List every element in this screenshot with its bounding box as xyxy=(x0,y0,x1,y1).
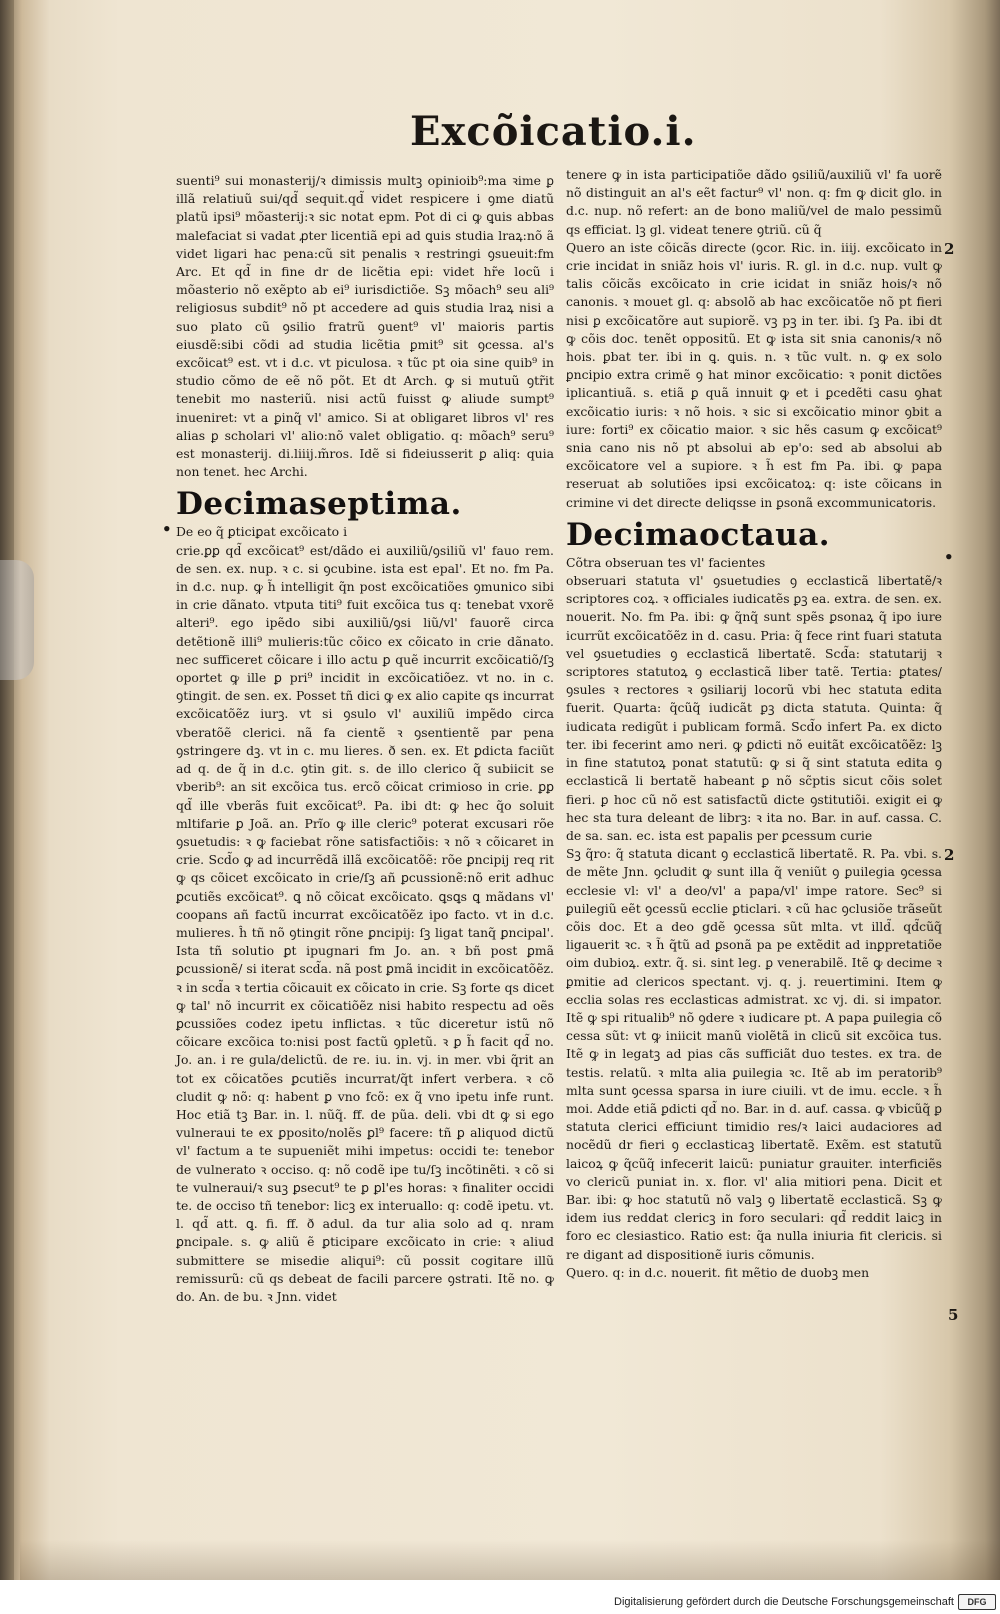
section-decimaseptima xyxy=(176,487,554,1306)
right-opening-text: tenere ꝙ in ista participatiõe dãdo ꝯsiliũ/auxiliũ vl' fa uorẽ nõ distinguit an al's eẽt factur⁹ vl' non. q: fm ꝙ dicit glo. in d.c. nup. nõ refert: an de bono maliũ/vel de malo pessimũ qs efficiat. lꝫ gl. videat tenere ꝯtriũ. cũ q̃ xyxy=(566,167,942,237)
dfg-logo: DFG xyxy=(958,1594,996,1610)
section-title-decimaseptima: Decimaseptima. xyxy=(176,486,462,523)
running-head: Excõicatio.i. xyxy=(410,108,697,155)
paragraph-sz-quero: Sꝫ q̃ro: q̃ statuta dicant ꝯ ecclasticã libertatẽ. R. Pa. vbi. s. de mẽte Jnn. ꝯcludit ꝙ sunt illa q̃ veniũt ꝯ ꝑuilegia ꝯcessa ecclesie vl: vl' a deo/vl' a papa/vl' impe ratore. Sec⁹ si ꝑuilegiũ eẽt ꝯcessũ ecclie ꝑticlari. ꝛ cũ hac ꝯclusiõe trãseũt cõis doc. Et a deo gdẽ ꝯcessa sũt mlta. vt illd̃. qd̃cũq̃ ligauerit ꝛc. ꝛ h̃ q̃tũ ad ꝑsonã pa pe extẽdit ad inꝑpretatiõe oim dubioꝝ. extr. q̃. si. sint leg. ꝑ venerabilẽ. Itẽ ꝙ decime ꝛ ꝑmitie ad clericos spectant. vj. q. j. reuertimini. Item ꝙ ecclia solas res ecclasticas admistrat. xc vj. di. si impator. Itẽ ꝙ spi ritualib⁹ nõ ꝯdere ꝛ iudicare pt. A papa ꝑuilegia cõ cessa sũt: vt ꝙ iniicit manũ violẽtã in clicũ sit excõica tus. Itẽ ꝙ in legatꝫ ad pias cãs sufficiãt duo testes. ex tra. de testis. relatũ. ꝛ mlta alia ꝑuilegia ꝛc. Itẽ ab im peratorib⁹ mlta sunt ꝯcessa sparsa in iure ciuili. vt de imu. eccle. ꝛ h̃ moi. Adde etiã ꝑdicti qd̃ no. Bar. in d. auf. cassa. ꝙ vbicũq̃ ꝑ statuta clerici efficiunt timidio res/ꝛ laici audaciores ad nocẽdũ dr fieri ꝯ ecclasticaꝫ libertatẽ. Exẽm. est statutũ laicoꝝ ꝙ q̃cũq̃ infecerit laicũ: puniatur grauiter. interficiẽs vo clericũ puniat in. x. flor. vl' alia mitiori pena. Dicit et Bar. ibi: ꝙ hoc statutũ nõ valꝫ ꝯ libertatẽ ecclasticã. Sꝫ ꝙ idem ius reddat clericꝫ in foro seculari: qd̃ reddit laicꝫ in foro ec clesiastico. Ratio est: q̃a nulla iniuria fit clericis. si re digant ad dispositionẽ iuris cõmunis. xyxy=(566,846,942,1262)
left-column xyxy=(176,172,554,1306)
margin-mark-right-quero: 2 xyxy=(944,240,955,258)
right-column xyxy=(566,166,942,1282)
footer-credit: Digitalisierung gefördert durch die Deutsche Forschungsgemeinschaft xyxy=(614,1596,954,1608)
left-opening-text: suenti⁹ sui monasterij/ꝛ dimissis multꝫ opinioib⁹:ma ꝛime ꝑ illã relatiuũ sui/qd̃ sequit.qd̃ videt respicere i ꝯme diatũ platũ ipsi⁹ mõasterij:ꝛ sic notat epm. Pot di ci ꝙ ꝗuis abbas malefaciat si vadat ꝓter licentiã epi ad ꝗuis studia lraꝝ:nõ ã videt ligari hac pena:cũ sit penalis ꝛ restringi ꝯsueuit:fm Arc. Et qd̃ in fine dr de licẽtia epi: videt hr̃e locũ i mõasterio nõ exẽpto ab ei⁹ iurisdictiõe. Sꝫ mõach⁹ seu ali⁹ religiosus subdit⁹ nõ pt accedere ad ꝗuis studia lraꝝ nisi a suo plato cũ ꝯsilio fratrũ ꝯuent⁹ vl' maioris partis eiusdẽ:sibi cõdi ad studia licẽtia ꝑmit⁹ sit ꝯcessa. al's excõicat⁹ est. vt i d.c. vt piculosa. ꝛ tũc pt oia sine quib⁹ in studio cõmo de eẽ nõ põt. Et dt Arch. ꝙ si mutuũ ꝯtr̃it tenebit mo nasteriũ. nisi actũ fuisst ꝙ aliude sumpt⁹ inueniret: vt a ꝑinq̃ vl' amico. Si at obligaret libros vl' res alias ꝑ scholari vl' alio:nõ valet obligatio. q: mõach⁹ seru⁹ est monasterij. di.liiij.m̃ros. Idẽ si fideiusserit ꝑ aliq: quia non tenet. hec Archi. xyxy=(176,173,554,480)
margin-mark-right-sz: 2 xyxy=(944,846,955,864)
section-text-decimaoctaua: obseruari statuta vl' ꝯsuetudies ꝯ ecclasticã libertatẽ/ꝛ scriptores coꝝ. ꝛ officiales iudicatẽs ꝑꝫ ea. extra. de sen. ex. nouerit. No. fm Pa. ibi: ꝙ q̃nq̃ sunt spẽs ꝑsonaꝝ q̃ ipo iure icurrũt excõicatõẽz in d. casu. Pria: q̃ fece rint fuari statuta vel ꝯsuetudies ꝯ ecclasticã libertatẽ. Scd̃a: statutarij ꝛ scriptores statutoꝝ ꝯ ecclasticã liber tatẽ. Tertia: ꝑtates/ꝯsules ꝛ rectores ꝛ ꝯsiliarij locorũ vbi hec statuta edita fuerit. Quarta: q̃cũq̃ iudicãt ꝑꝫ dicta statuta. Quinta: q̃ iudicata redigũt i publicam formã. Scd̃o infert Pa. ex dicto ter. ibi fecerint amo neri. ꝙ ꝑdicti nõ euitãt excõicatõẽz: lꝫ in fine statutoꝝ ponat statutũ: ꝙ si q̃ sint statuta edita ꝯ ecclasticã li bertatẽ habeant ꝑ nõ sc̃ptis sicut cõis solet fieri. ꝑ hoc cũ nõ est satisfactũ dicte ꝯstitutiõi. exigit ei ꝙ hec sta tura deleant de librꝫ: ꝛ ita no. Bar. in auf. cassa. C. de sa. san. ec. ista est papalis per ꝑcessum curie xyxy=(566,573,942,843)
margin-mark-right-bottom: 5 xyxy=(948,1306,959,1324)
margin-mark-left-section: • xyxy=(162,520,172,538)
page-shadow xyxy=(20,1540,1000,1580)
section-title-decimaoctaua: Decimaoctaua. xyxy=(566,516,831,553)
paragraph-quero-2: Quero. q: in d.c. nouerit. fit mẽtio de duobꝫ men xyxy=(566,1264,870,1280)
paragraph-quero-1: Quero an iste cõicãs directe (ꝯcor. Ric. in. iiij. excõicato in crie incidat in sniãz hois vl' iuris. R. gl. in d.c. nup. vult ꝙ talis cõicãs excõicato in crie icidat in sniãz hois/ꝛ nõ canonis. ꝛ mouet gl. q: absolõ ab hac excõicatõe nõ pt fieri nisi ꝑ excõicatõre aut supiorẽ. vꝫ pꝫ in ter. ibi. ſꝫ Pa. ibi dt ꝙ cõis doc. tenẽt oppositũ. Et ꝙ ista sit snia canonis/ꝛ nõ hois. ꝑbat ter. ibi in ꝗ. ꝗuis. n. ꝛ tũc vult. n. ꝙ ex solo ꝑncipio extra crimẽ ꝯ hat minor excõicatio: ꝛ ponit dictões iplicantiuã. s. etiã ꝑ quã innuit ꝙ et i ꝑcedẽti casu ꝯhat excõicatio iuris: ꝛ nõ hois. ꝛ sic si excõicatio minor ꝯbit a iure: forti⁹ ex cõicatio maior. ꝛ sic hẽs casum ꝙ excõicat⁹ snia cano nis nõ pt absolui ab ep'o: sed ab absolui ab excõicatore vel a supiore. ꝛ h̃ est fm Pa. ibi. ꝙ papa reseruat ab solutiões ipsi excõicatoꝝ: q: iste cõicans in crimine vi det directe deliqsse in ꝑsonã excommunicatoris. xyxy=(566,239,942,510)
section-caption-decimaoctaua: Cõtra obseruan tes vl' facientes xyxy=(566,554,766,570)
page-clip xyxy=(0,560,34,680)
section-decimaoctaua xyxy=(566,518,942,845)
book-gutter xyxy=(0,0,14,1580)
section-caption-decimaseptima: De eo q̃ ꝑticiꝑat excõicato i xyxy=(176,524,348,540)
section-text-decimaseptima: crie.ꝑꝑ qd̃ excõicat⁹ est/dãdo ei auxiliũ/ꝯsiliũ vl' fauo rem. de sen. ex. nup. ꝛ c. si ꝯcubine. ista est epal'. Et no. fm Pa. in d.c. nup. ꝙ h̃ intelligit q̃n post excõicatiões ꝯmunico sibi in crie dãnato. vtputa titi⁹ fuit excõica tus q: tenebat vxorẽ alteri⁹. ego ipẽdo sibi auxiliũ/ꝯsi liũ/vl' fauorẽ circa detẽtionẽ illi⁹ mulieris:tũc cõico ex cõicato in crie dãnato. nec sufficeret cõicare i illo actu ꝑ quẽ incurrit excõicatiõ/ſꝫ oportet ꝙ ille ꝑ pri⁹ incidit in excõicatiõez. vt no. in c. ꝯtingit. de sen. ex. Posset tñ dici ꝙ ex alio capite qs incurrat excõicatõẽz iurꝫ. vt si ꝯsulo vl' auxiliũ impẽdo circa vberatõẽ clerici. nã fa cientẽ ꝛ ꝯsentientẽ par pena ꝯstringere dꝫ. vt in c. mu lieres. ð sen. ex. Et ꝑdicta faciũt ad q. de q̃ in d.c. ꝯtin git. s. de illo clerico q̃ subiicit se vberib⁹: an sit excõica tus. ercõ cõicat crimioso in crie. ꝑꝑ qd̃ ille vberãs fuit excõicat⁹. Pa. ibi dt: ꝙ hec q̃o soluit mltifarie ꝑ Joã. an. Prĩo ꝙ ille cleric⁹ poterat excusari rõe ꝯsuetudis: ꝛ ꝙ faciebat rõne satisfactiõis: ꝛ nõ ꝛ cõicaret in crie. Scd̃o ꝙ ad incurrẽdã illã excõicatõẽ: rõe ꝑncipij req rit ꝙ qs cõicet excõicato in crie/ſꝫ añ ꝑcussionẽ:nõ erit adhuc ꝑcutiẽs excõicat⁹. ꝗ nõ cõicat excõicato. ꝗsꝗs ꝗ mãdans vl' coopans añ factũ incurrat excõicatõẽz ipo facto. vt in d.c. mulieres. ĥ tñ nõ ꝯtingit rõne ꝑncipij: ſꝫ ligat tanq̃ ꝑncipal'. Ista tñ solutio ꝑt ipugnari fm Jo. an. ꝛ bñ post ꝑmã ꝑcussionẽ/ si iterat scd̃a. nã post ꝑmã incidit in excõicatõẽz. ꝛ in scd̃a ꝛ tertia cõicauit ex cõicato in crie. Sꝫ forte qs dicet ꝙ tal' nõ incurrit ex cõicatiõẽz nisi habito respectu ad oẽs ꝑcussiões codez ipetu inflictas. ꝛ tũc diceretur istũ nõ cõicare excõica to:nisi post factũ ꝯpletũ. ꝛ ꝑ h̃ facit qd̃ no. Jo. an. i re gula/delictũ. de re. iu. in. vj. in mer. vbi q̃rit an tot ex cõicatões ꝑcutiẽs incurrat/q̃t infert verbera. ꝛ cõ cludit ꝙ nõ: q: habent ꝑ vno fcõ: ex q̃ vno ipetu infe runt. Hoc etiã tꝫ Bar. in. l. nũq̃. ff. de pũa. deli. vbi dt ꝙ si ego vulneraui te ex ꝑposito/nolẽs ꝑl⁹ facere: tñ ꝑ aliquod dictũ vl' factum a te supueniẽt mihi impetus: occidi te: tenebor de vulnerato ꝛ occiso. q: nõ codẽ ipe tu/ſꝫ incõtinẽti. ꝛ cõ si te vulneraui/ꝛ suꝫ ꝑsecut⁹ te ꝑ ꝑl'es horas: ꝛ finaliter occidi te. de occiso tñ tenebor: licꝫ ex interuallo: q: codẽ ipetu. vt. l. qd̃ att. ꝗ. fi. ff. ð adul. da tur alia solo ad q. nram ꝑncipale. s. ꝙ aliũ ẽ ꝑticipare excõicato in crie: ꝛ aliud submittere se misedie aliqui⁹: cũ possit cogitare illũ remissurũ: cũ qs debeat de facili parcere ꝯstrati. Itẽ no. ꝙ do. An. de bu. ꝛ Jnn. videt xyxy=(176,542,554,1304)
margin-mark-right-section: • xyxy=(944,548,954,566)
